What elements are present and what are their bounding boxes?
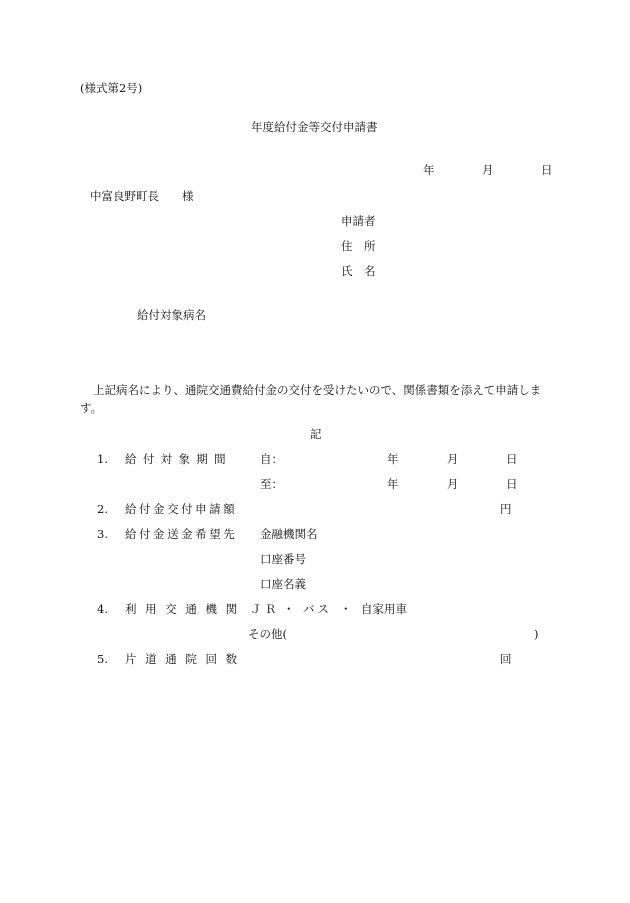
item1-from-month: 月 [447,452,459,466]
item1-from-label: 自： [260,452,283,466]
item1-number: 1. [97,452,108,466]
item4-label: 利用交通機関 [125,602,246,616]
item1-to-year: 年 [387,477,399,491]
item4-separator-2: ・ [340,602,352,616]
addressee-honorific: 様 [182,189,194,203]
ki-heading: 記 [310,427,322,441]
item1-to-day: 日 [506,477,518,491]
item2-unit: 円 [500,502,512,516]
item5-number: 5. [97,652,108,666]
applicant-address-label: 住 所 [341,239,376,253]
date-day-label: 日 [541,163,553,177]
item3-account-number-label: 口座番号 [260,552,306,566]
date-month-label: 月 [482,163,494,177]
date-year-label: 年 [423,163,435,177]
item1-to-month: 月 [447,477,459,491]
application-body-text: 上記病名により、通院交通費給付金の交付を受けたいので、関係書類を添えて申請します。 [80,383,542,415]
item4-number: 4. [97,602,108,616]
item5-label: 片道通院回数 [125,652,246,666]
item3-label: 給付金送金希望先 [125,527,238,541]
form-number: (様式第2号) [80,81,143,95]
item3-bank-label: 金融機関名 [260,527,318,541]
item2-label: 給付金交付申請額 [125,502,238,516]
applicant-name-label: 氏 名 [341,264,376,278]
item3-number: 3. [97,527,108,541]
item4-option-car: 自家用車 [361,602,407,616]
item4-option-bus: バス [303,602,332,616]
item4-option-other: その他( [248,627,287,641]
item3-account-name-label: 口座名義 [260,577,306,591]
item1-from-day: 日 [506,452,518,466]
item4-option-jr: ＪＲ [250,602,280,616]
item1-from-year: 年 [387,452,399,466]
item5-unit: 回 [500,652,512,666]
disease-name-label: 給付対象病名 [137,308,206,322]
addressee-name: 中富良野町長 [90,189,159,203]
item1-label: 給付対象期間 [125,452,232,466]
applicant-heading: 申請者 [341,214,376,228]
item4-other-close: ) [534,627,539,641]
form-title: 年度給付金等交付申請書 [251,120,378,134]
item1-to-label: 至： [260,477,283,491]
item2-number: 2. [97,502,108,516]
item4-separator-1: ・ [283,602,295,616]
